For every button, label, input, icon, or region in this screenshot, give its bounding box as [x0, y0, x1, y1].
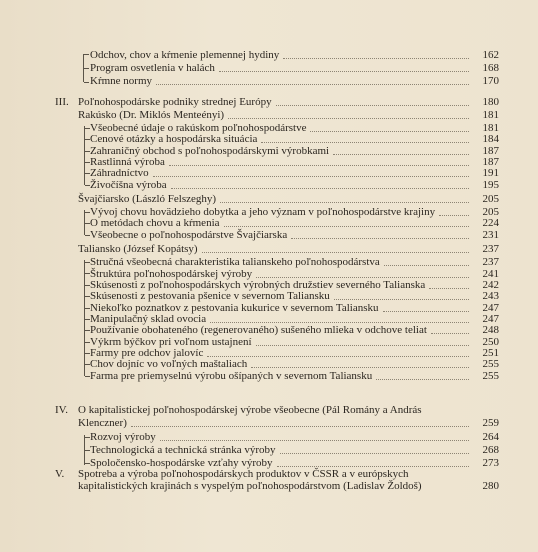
toc-entry-page-number: 231 — [482, 228, 499, 241]
chapter-title-line1-title: O kapitalistickej poľnohospodárskej výrobe všeobecne (Pál Romány a András — [78, 404, 422, 416]
subchapter-title-title: Rakúsko (Dr. Miklós Menteényi) — [78, 109, 225, 121]
toc-entry-title: Skúsenosti z poľnohospodárskych výrobných družstiev severného Talianska — [90, 278, 426, 291]
toc-entry — [0, 75, 538, 87]
subsection-bracket — [84, 126, 85, 185]
toc-entry-leader — [171, 176, 469, 189]
toc-entry-page-number: 205 — [482, 206, 499, 219]
toc-entry-title: Zahraničný obchod s poľnohospodárskymi výrobkami — [90, 144, 330, 157]
toc-entry-title: Výkrm býčkov pri voľnom ustajnení — [90, 335, 252, 348]
toc-entry-page-number: 187 — [482, 156, 499, 169]
subchapter-title-leader — [202, 240, 469, 253]
toc-entry-title: Program osvetlenia v halách — [90, 62, 215, 74]
toc-entry-title: Cenové otázky a hospodárska situácia — [90, 133, 258, 146]
chapter-title-line2-page-number: 259 — [482, 417, 499, 429]
toc-entry-page-number: 255 — [482, 369, 499, 382]
chapter-title-line2-page-number: 280 — [482, 480, 499, 492]
chapter-title-line2-leader — [131, 414, 469, 427]
toc-entry-page-number: 170 — [482, 75, 499, 87]
toc-entry-title: Všeobecné údaje o rakúskom poľnohospodárstve — [90, 122, 307, 134]
toc-entry-title: Rozvoj výroby — [90, 431, 156, 443]
toc-entry-title: Technologická a technická stránka výroby — [90, 444, 276, 456]
toc-entry-page-number: 181 — [482, 122, 499, 134]
toc-entry-page-number: 273 — [482, 457, 499, 469]
toc-entry-page-number: 264 — [482, 431, 499, 443]
toc-entry-leader — [291, 226, 469, 239]
subchapter-title-leader — [228, 106, 469, 119]
toc-entry-title: O metódach chovu a kŕmenia — [90, 217, 220, 230]
toc-entry-title: Štruktúra poľnohospodárskej výroby — [90, 267, 253, 280]
subchapter-title-page-number: 237 — [482, 243, 499, 256]
chapter-numeral: III. — [55, 96, 69, 108]
toc-entry — [0, 229, 538, 241]
chapter-numeral: V. — [55, 468, 65, 480]
toc-entry-title: Chov dojníc vo voľných maštaliach — [90, 358, 248, 371]
chapter-numeral: IV. — [55, 404, 68, 416]
toc-entry-leader — [376, 367, 469, 380]
toc-entry-title: Používanie obohateného (regenerovaného) sušeného mlieka v odchove teliat — [90, 324, 427, 337]
subchapter-title-title: Taliansko (József Kopátsy) — [78, 243, 198, 256]
toc-entry-page-number: 248 — [482, 324, 499, 337]
chapter-title-title: Poľnohospodárske podniky strednej Európy — [78, 96, 272, 108]
toc-entry-page-number: 195 — [482, 178, 499, 191]
chapter-title-line1 — [0, 468, 538, 480]
toc-entry-leader — [277, 454, 470, 467]
toc-entry-leader — [283, 46, 469, 59]
chapter-title-page-number: 180 — [482, 96, 499, 108]
subsection-bracket — [83, 54, 84, 82]
toc-entry-leader — [280, 441, 469, 454]
toc-entry-page-number: 251 — [482, 346, 499, 359]
toc-entry-title: Spoločensko-hospodárske vzťahy výroby — [90, 457, 273, 469]
toc-entry-title: Stručná všeobecná charakteristika talianskeho poľnohospodárstva — [90, 256, 380, 269]
chapter-title-line2-title: kapitalistických krajinách s vyspelým poľnohospodárstvom (Ladislav Žoldoš) — [78, 480, 422, 492]
subsection-bracket — [84, 210, 85, 235]
chapter-title-line2-title: Klenczner) — [78, 417, 127, 429]
subchapter-title-leader — [220, 190, 469, 203]
toc-entry-title: Vývoj chovu hovädzieho dobytka a jeho význam v poľnohospodárstve krajiny — [90, 206, 436, 219]
toc-entry-page-number: 224 — [482, 217, 499, 230]
toc-entry-page-number: 243 — [482, 290, 499, 303]
toc-entry-page-number: 187 — [482, 144, 499, 157]
toc-entry-page-number: 184 — [482, 133, 499, 146]
toc-entry-leader — [160, 428, 469, 441]
toc-entry-page-number: 268 — [482, 444, 499, 456]
toc-entry-leader — [219, 59, 469, 72]
subsection-bracket — [84, 260, 85, 376]
toc-entry-title: Manipulačný sklad ovocia — [90, 312, 207, 325]
toc-entry-title: Živočíšna výroba — [90, 178, 167, 191]
toc-entry-page-number: 162 — [482, 49, 499, 61]
toc-entry-title: Niekoľko poznatkov z pestovania kukurice v severnom Taliansku — [90, 301, 379, 314]
toc-entry-page-number: 242 — [482, 278, 499, 291]
toc-entry-title: Odchov, chov a kŕmenie plemennej hydiny — [90, 49, 280, 61]
toc-entry-title: Všeobecne o poľnohospodárstve Švajčiarska — [90, 228, 288, 241]
subchapter-title-title: Švajčiarsko (László Felszeghy) — [78, 193, 217, 206]
toc-entry-title: Farma pre priemyselnú výrobu ošípaných v severnom Taliansku — [90, 369, 373, 382]
subchapter-title-page-number: 181 — [482, 109, 499, 121]
toc-entry-title: Farmy pre odchov jalovíc — [90, 346, 204, 359]
toc-entry-title: Rastlinná výroba — [90, 156, 165, 169]
chapter-title-line2 — [0, 480, 538, 492]
toc-entry-title: Záhradníctvo — [90, 167, 149, 180]
toc-entry-page-number: 237 — [482, 256, 499, 269]
subsection-bracket — [84, 435, 85, 465]
toc-entry-page-number: 255 — [482, 358, 499, 371]
toc-entry-page-number: 241 — [482, 267, 499, 280]
subchapter-title-page-number: 205 — [482, 193, 499, 206]
toc-entry-title: Skúsenosti z pestovania pšenice v severnom Taliansku — [90, 290, 330, 303]
toc-entry — [0, 179, 538, 191]
toc-entry-title: Kŕmne normy — [90, 75, 153, 87]
chapter-title-line1-title: Spotreba a výroba poľnohospodárskych produktov v ČSSR a v európskych — [78, 468, 409, 480]
toc-entry-leader — [156, 72, 469, 85]
toc-entry-page-number: 250 — [482, 335, 499, 348]
toc-entry-page-number: 247 — [482, 312, 499, 325]
chapter-title-leader — [276, 93, 469, 106]
toc-entry-page-number: 191 — [482, 167, 499, 180]
toc-entry-page-number: 168 — [482, 62, 499, 74]
toc-entry — [0, 370, 538, 382]
toc-entry-page-number: 247 — [482, 301, 499, 314]
